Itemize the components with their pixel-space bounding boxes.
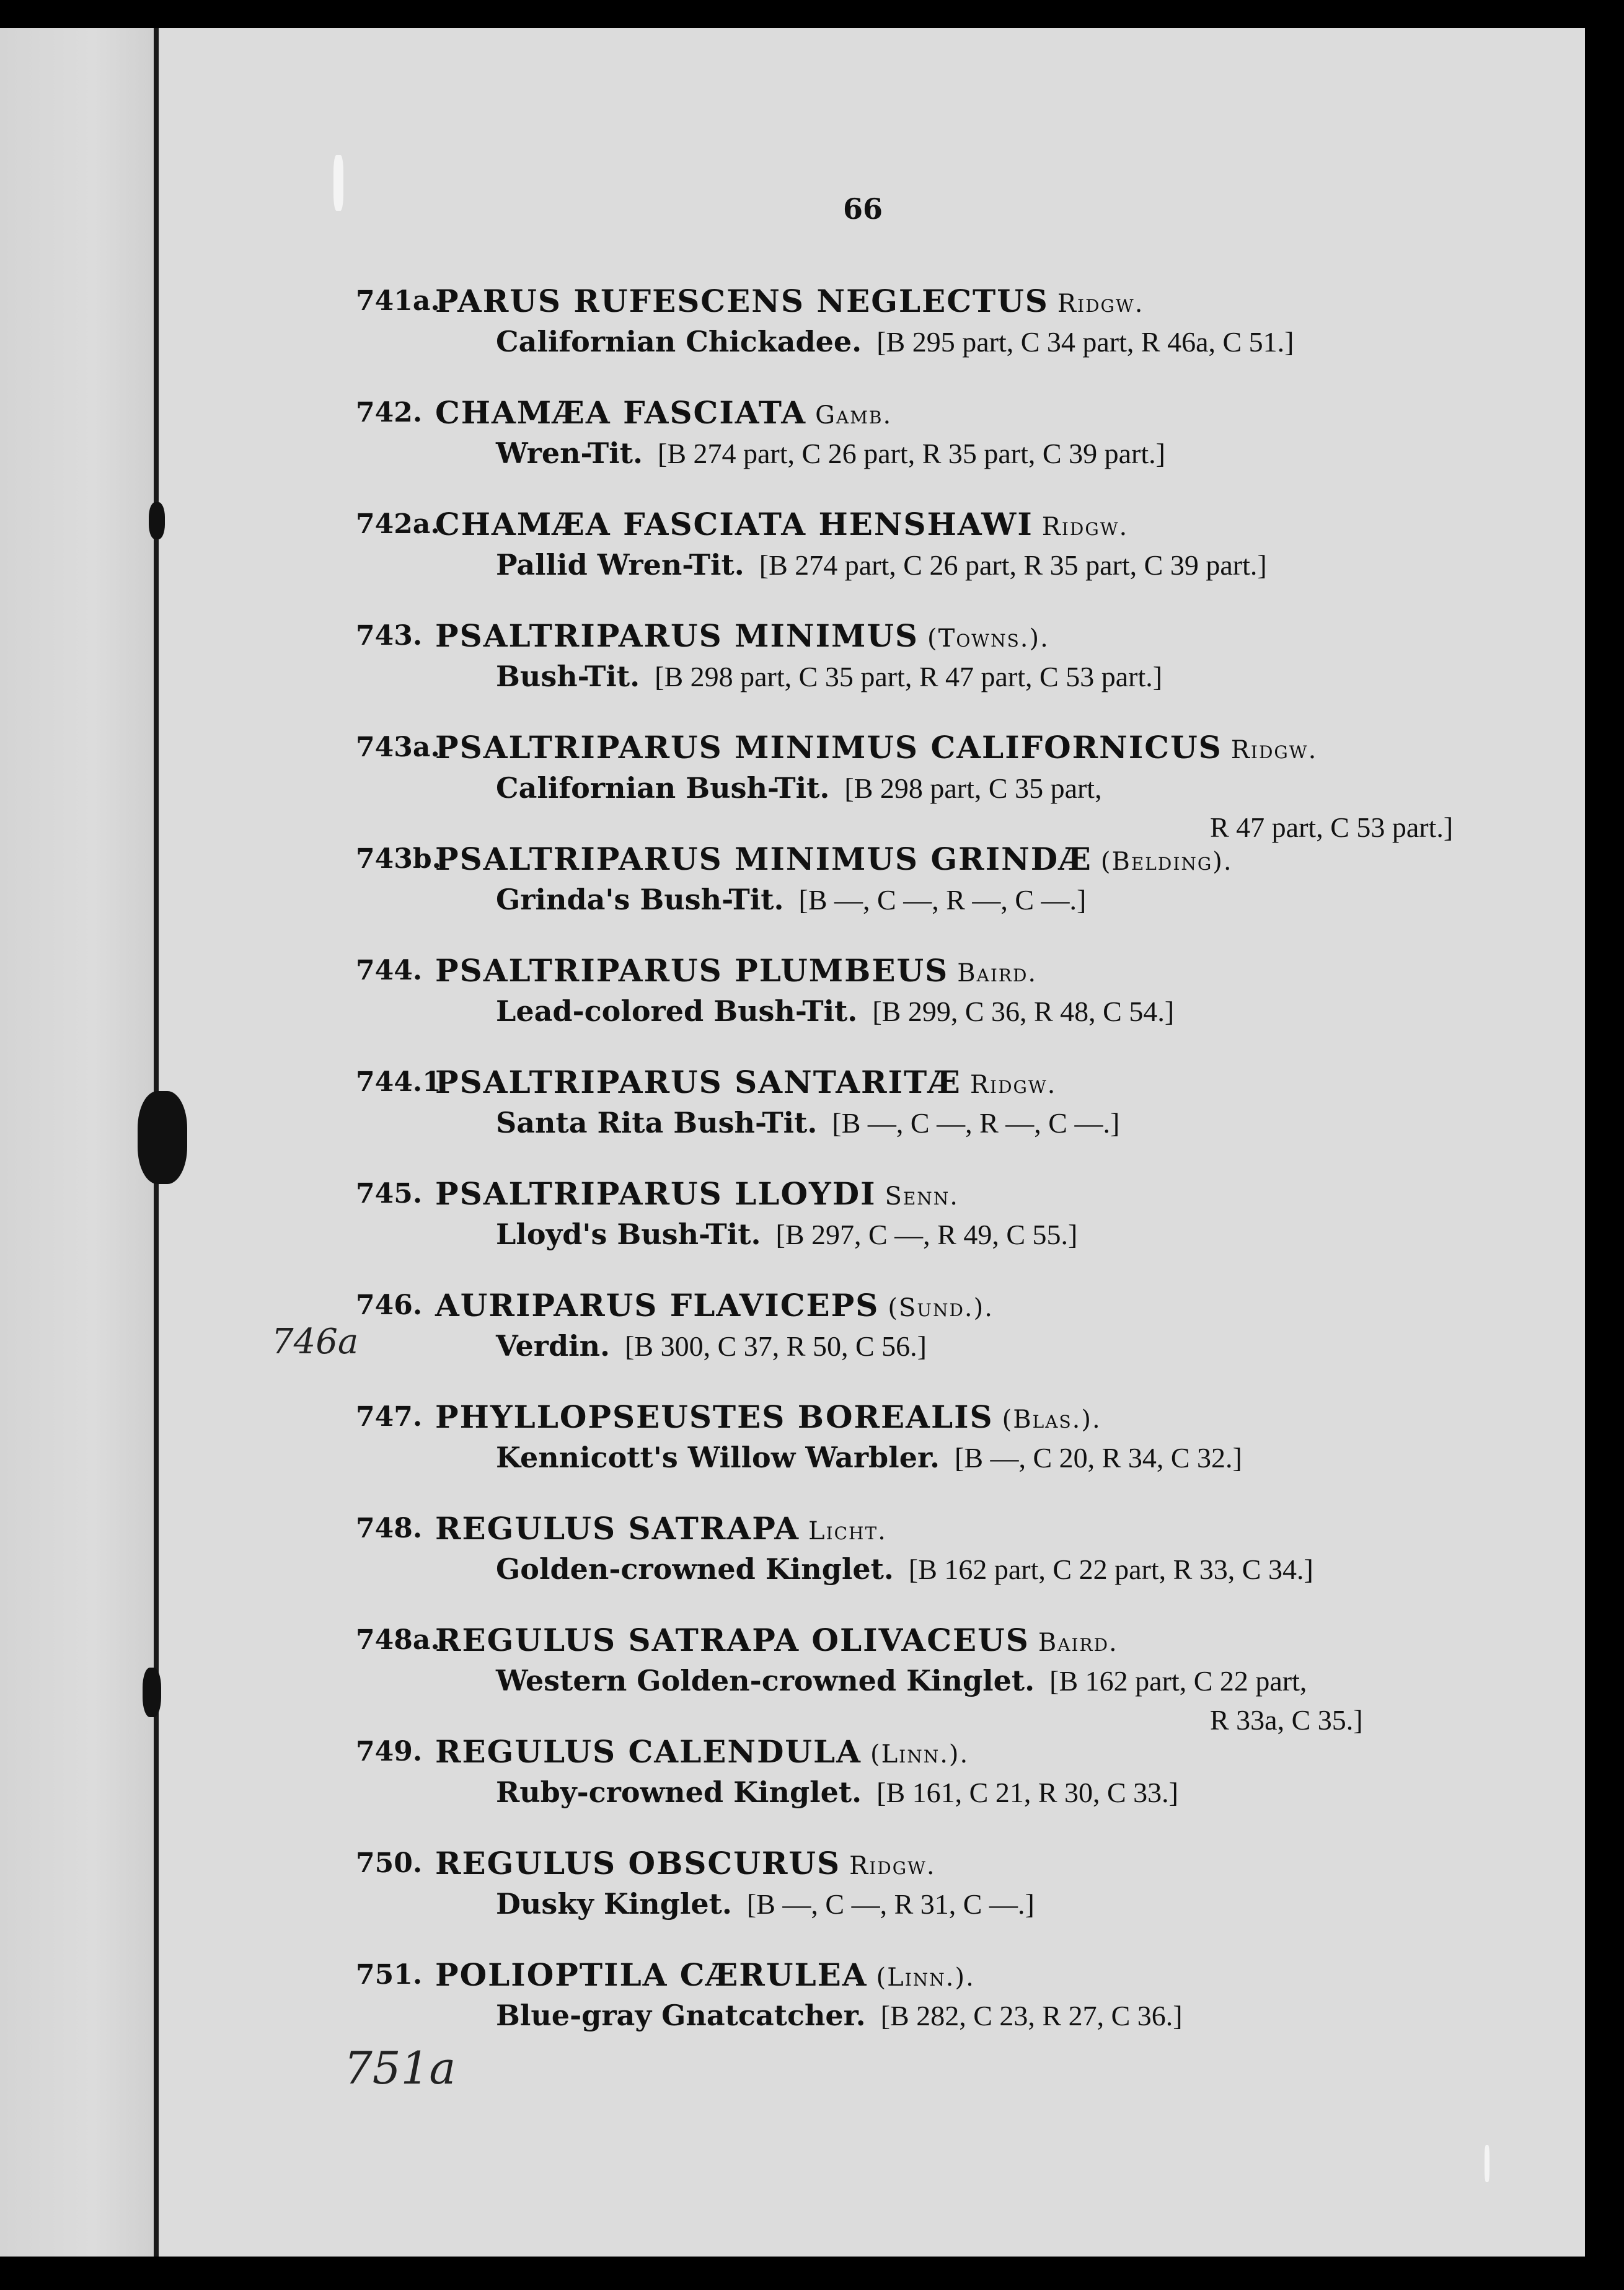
entry-number: 743. <box>356 620 423 652</box>
common-name-text: Wren-Tit. <box>496 436 643 470</box>
authority: Ridgw. <box>1230 736 1318 764</box>
authority: (Sund.). <box>888 1294 994 1322</box>
scientific-name-text: POLIOPTILA CÆRULEA <box>435 1956 868 1993</box>
scientific-name <box>435 1064 1056 1100</box>
scientific-name-text: PSALTRIPARUS SANTARITÆ <box>435 1064 961 1100</box>
entry-number: 743b. <box>356 843 441 875</box>
entry-number: 748a. <box>356 1624 440 1656</box>
common-name-text: Western Golden-crowned Kinglet. <box>496 1664 1035 1697</box>
common-name-text: Grinda's Bush-Tit. <box>496 883 784 916</box>
entry-number: 747. <box>356 1401 423 1433</box>
authority: (Linn.). <box>876 1963 975 1992</box>
entry-number: 746. <box>356 1289 423 1321</box>
references: [B —, C —, R 31, C —.] <box>746 1888 1035 1920</box>
scientific-name <box>435 1510 887 1547</box>
common-name-text: Californian Chickadee. <box>496 325 862 358</box>
common-name <box>496 1329 927 1363</box>
authority: Ridgw. <box>1041 513 1129 541</box>
scientific-name <box>435 1399 1101 1435</box>
common-name <box>496 1999 1183 2032</box>
scientific-name-text: PSALTRIPARUS LLOYDI <box>435 1175 876 1212</box>
scientific-name <box>435 1733 969 1770</box>
scientific-name <box>435 506 1128 542</box>
references: [B 298 part, C 35 part, R 47 part, C 53 part.] <box>655 661 1163 692</box>
authority: (Belding). <box>1100 847 1233 876</box>
references: [B 300, C 37, R 50, C 56.] <box>625 1330 927 1362</box>
authority: Licht. <box>808 1517 887 1545</box>
references: [B 162 part, C 22 part, <box>1049 1665 1307 1697</box>
references: [B —, C 20, R 34, C 32.] <box>955 1442 1242 1474</box>
scientific-name <box>435 1956 975 1993</box>
entry-number: 741a. <box>356 285 440 317</box>
entry-number: 742. <box>356 397 423 428</box>
common-name <box>496 548 1267 581</box>
handwritten-note: 746a <box>271 1322 359 1362</box>
references-continued: R 47 part, C 53 part.] <box>1210 811 1454 843</box>
entry-number: 750. <box>356 1847 423 1879</box>
scientific-name <box>435 952 1037 989</box>
common-name-text: Dusky Kinglet. <box>496 1887 732 1921</box>
scientific-name-text: REGULUS OBSCURUS <box>435 1845 841 1881</box>
common-name <box>496 660 1162 693</box>
authority: Gamb. <box>815 401 893 430</box>
authority: (Linn.). <box>870 1740 969 1769</box>
entry-number: 743a. <box>356 732 440 763</box>
entry-number: 745. <box>356 1178 423 1209</box>
handwritten-note: 751a <box>344 2042 456 2094</box>
scientific-name-text: PARUS RUFESCENS NEGLECTUS <box>435 283 1049 319</box>
scientific-name-text: PSALTRIPARUS MINIMUS GRINDÆ <box>435 841 1092 877</box>
entry-number: 744. <box>356 955 423 986</box>
authority: Ridgw. <box>969 1071 1057 1099</box>
scientific-name <box>435 1175 959 1212</box>
common-name-text: Californian Bush-Tit. <box>496 771 830 805</box>
references-continued: R 33a, C 35.] <box>1210 1704 1363 1736</box>
entry-number: 742a. <box>356 508 440 540</box>
scientific-name <box>435 1622 1118 1658</box>
common-name <box>496 1218 1077 1251</box>
references: [B 297, C —, R 49, C 55.] <box>775 1219 1078 1250</box>
scientific-name-text: PSALTRIPARUS MINIMUS <box>435 617 919 654</box>
common-name <box>496 1887 1035 1921</box>
common-name-text: Lloyd's Bush-Tit. <box>496 1218 761 1251</box>
scientific-name-text: REGULUS SATRAPA <box>435 1510 800 1547</box>
common-name <box>496 994 1174 1028</box>
common-name <box>496 1664 1307 1697</box>
references: [B 298 part, C 35 part, <box>844 772 1102 804</box>
common-name <box>496 325 1294 358</box>
scientific-name-text: CHAMÆA FASCIATA <box>435 394 807 431</box>
common-name <box>496 1552 1313 1586</box>
page-number: 66 <box>843 192 883 226</box>
references: [B —, C —, R —, C —.] <box>798 884 1087 916</box>
entry-number: 748. <box>356 1513 423 1544</box>
scientific-name-text: REGULUS CALENDULA <box>435 1733 862 1770</box>
common-name <box>496 436 1165 470</box>
scientific-name-text: AURIPARUS FLAVICEPS <box>435 1287 880 1324</box>
scientific-name <box>435 617 1049 654</box>
authority: (Blas.). <box>1002 1405 1101 1434</box>
authority: Baird. <box>957 959 1038 988</box>
entry-number: 751. <box>356 1959 423 1991</box>
scientific-name-text: PSALTRIPARUS PLUMBEUS <box>435 952 949 989</box>
scientific-name <box>435 1287 994 1324</box>
authority: Ridgw. <box>849 1852 936 1880</box>
authority: Senn. <box>885 1182 960 1211</box>
references: [B 161, C 21, R 30, C 33.] <box>876 1777 1179 1808</box>
references: [B 282, C 23, R 27, C 36.] <box>880 2000 1183 2031</box>
common-name-text: Verdin. <box>496 1329 611 1363</box>
common-name-text: Bush-Tit. <box>496 660 640 693</box>
common-name-text: Kennicott's Willow Warbler. <box>496 1441 940 1474</box>
references: [B 162 part, C 22 part, R 33, C 34.] <box>908 1554 1313 1585</box>
common-name <box>496 1106 1119 1139</box>
scientific-name-text: REGULUS SATRAPA OLIVACEUS <box>435 1622 1030 1658</box>
common-name-text: Ruby-crowned Kinglet. <box>496 1775 862 1809</box>
scientific-name-text: CHAMÆA FASCIATA HENSHAWI <box>435 506 1033 542</box>
common-name-text: Golden-crowned Kinglet. <box>496 1552 894 1586</box>
references: [B 274 part, C 26 part, R 35 part, C 39 part.] <box>759 549 1267 581</box>
references: [B 274 part, C 26 part, R 35 part, C 39 part.] <box>658 438 1165 469</box>
common-name-text: Santa Rita Bush-Tit. <box>496 1106 818 1139</box>
common-name-text: Lead-colored Bush-Tit. <box>496 994 858 1028</box>
common-name <box>496 1775 1178 1809</box>
scientific-name-text: PSALTRIPARUS MINIMUS CALIFORNICUS <box>435 729 1222 766</box>
scientific-name <box>435 841 1233 877</box>
common-name <box>496 771 1102 805</box>
common-name-text: Pallid Wren-Tit. <box>496 548 744 581</box>
common-name <box>496 883 1086 916</box>
entry-number: 749. <box>356 1736 423 1767</box>
authority: Baird. <box>1038 1629 1118 1657</box>
scientific-name-text: PHYLLOPSEUSTES BOREALIS <box>435 1399 994 1435</box>
references: [B 299, C 36, R 48, C 54.] <box>872 996 1175 1027</box>
entry-number: 744.1 <box>356 1066 441 1098</box>
scientific-name <box>435 1845 936 1881</box>
scientific-name <box>435 394 892 431</box>
references: [B 295 part, C 34 part, R 46a, C 51.] <box>876 326 1294 358</box>
references: [B —, C —, R —, C —.] <box>832 1107 1120 1139</box>
authority: Ridgw. <box>1057 290 1144 318</box>
common-name-text: Blue-gray Gnatcatcher. <box>496 1999 866 2032</box>
scientific-name <box>435 729 1317 766</box>
common-name <box>496 1441 1242 1474</box>
authority: (Towns.). <box>927 624 1049 653</box>
scientific-name <box>435 283 1144 319</box>
